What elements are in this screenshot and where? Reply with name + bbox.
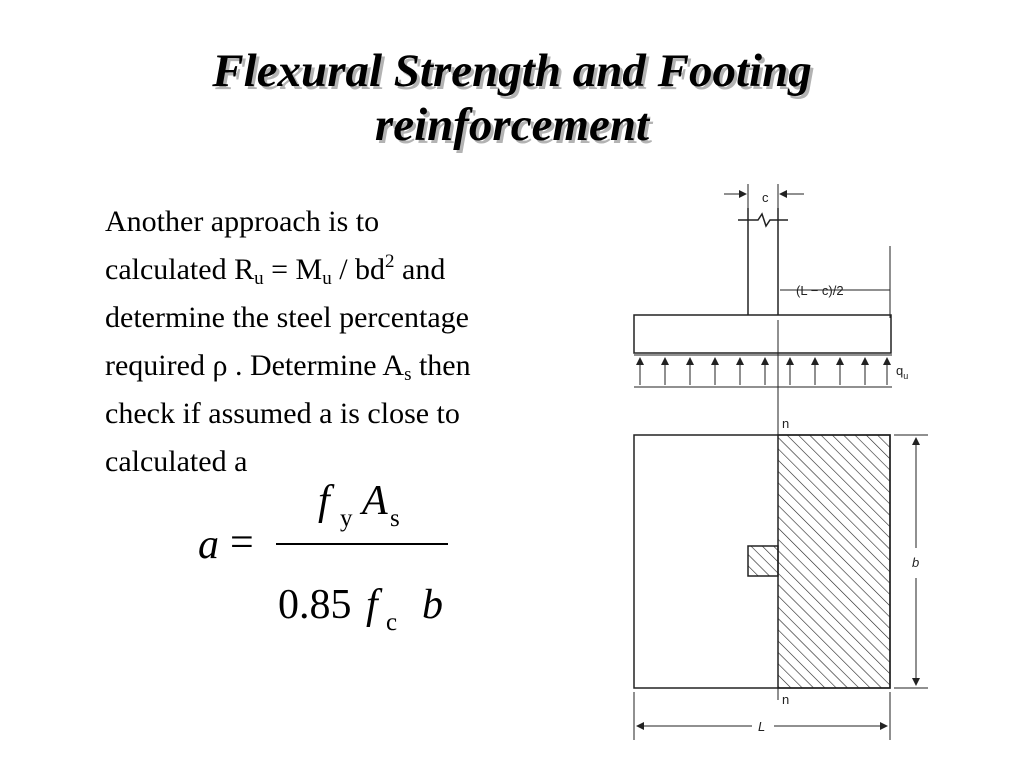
footing-slab-elevation [634, 315, 891, 353]
formula-den-f-sub: c [386, 609, 398, 636]
hatched-tributary-area [778, 435, 890, 688]
text-calculated-r: calculated R [105, 253, 255, 286]
label-qu-sub: u [903, 371, 909, 381]
label-n-top: n [782, 416, 790, 431]
label-c: c [762, 190, 769, 205]
label-qu-main: q [896, 363, 904, 378]
formula-num-f-sub: y [340, 505, 353, 532]
formula-den-b: b [422, 582, 443, 628]
footing-diagram [612, 170, 937, 760]
subscript-u: u [254, 268, 264, 289]
body-line-2 [105, 246, 605, 294]
title-line-2: reinforcement [374, 99, 650, 151]
label-L: L [758, 719, 766, 734]
column-plan [748, 546, 778, 576]
formula-equals: = [230, 520, 254, 566]
body-paragraph [105, 198, 605, 486]
column-break-line [738, 214, 788, 226]
depth-formula [190, 478, 480, 648]
soil-pressure-arrows [634, 355, 892, 387]
body-line-5: check if assumed a is close to [105, 397, 460, 430]
superscript-2: 2 [385, 251, 395, 272]
text-over-bd: / bd [331, 253, 386, 286]
formula-num-a-sub: s [390, 505, 400, 532]
formula-num-f: f [318, 478, 330, 524]
slide-title [0, 44, 1024, 152]
text-required: required [105, 349, 213, 382]
subscript-u: u [322, 268, 332, 289]
text-determine-a: . Determine A [227, 349, 405, 382]
plan-view [634, 435, 928, 740]
label-half-width: (L − c)/2 [796, 283, 844, 298]
label-n-bottom: n [782, 692, 790, 707]
formula-den-coef: 0.85 [278, 582, 352, 628]
text-then: then [411, 349, 471, 382]
formula-den-f: f [366, 582, 378, 628]
body-line-6: calculated a [105, 445, 248, 478]
text-and: and [394, 253, 446, 286]
formula-num-a: A [362, 478, 388, 524]
body-line-1: Another approach is to [105, 205, 380, 238]
footing-diagram-svg [612, 170, 937, 760]
label-qu [896, 363, 908, 381]
title-line-1: Flexural Strength and Footing [212, 45, 812, 97]
text-equals-m: = M [263, 253, 323, 286]
label-b: b [912, 555, 920, 570]
fraction-bar [276, 543, 448, 545]
subscript-s: s [404, 364, 412, 385]
formula-lhs: a [198, 522, 219, 568]
b-dimension [894, 435, 928, 688]
rho-symbol: ρ [212, 349, 228, 382]
body-line-4 [105, 342, 605, 390]
body-line-3: determine the steel percentage [105, 301, 469, 334]
